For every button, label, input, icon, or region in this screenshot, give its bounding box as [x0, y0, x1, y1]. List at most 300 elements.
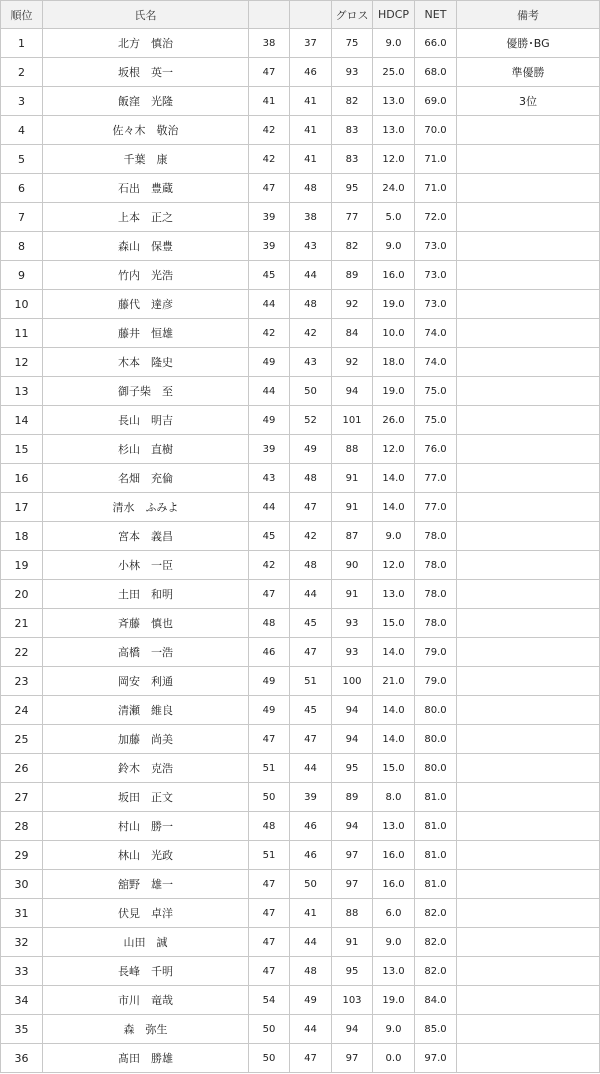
- in-score-cell: 38: [290, 203, 332, 232]
- rank-cell: 12: [1, 348, 43, 377]
- net-cell: 85.0: [415, 1015, 457, 1044]
- name-cell: 木本 隆史: [43, 348, 249, 377]
- gross-cell: 93: [332, 58, 373, 87]
- name-cell: 林山 光政: [43, 841, 249, 870]
- note-cell: [457, 870, 600, 899]
- rank-cell: 21: [1, 609, 43, 638]
- name-cell: 竹内 光浩: [43, 261, 249, 290]
- table-row: [1, 522, 600, 551]
- out-score-cell: 49: [249, 406, 290, 435]
- table-row: [1, 986, 600, 1015]
- name-cell: 長峰 千明: [43, 957, 249, 986]
- hdcp-cell: 12.0: [373, 435, 415, 464]
- table-row: [1, 232, 600, 261]
- note-cell: [457, 696, 600, 725]
- gross-cell: 95: [332, 754, 373, 783]
- rank-cell: 1: [1, 29, 43, 58]
- out-score-cell: 51: [249, 841, 290, 870]
- in-score-cell: 51: [290, 667, 332, 696]
- net-cell: 81.0: [415, 812, 457, 841]
- rank-cell: 25: [1, 725, 43, 754]
- gross-cell: 95: [332, 957, 373, 986]
- table-row: [1, 580, 600, 609]
- in-score-cell: 47: [290, 493, 332, 522]
- out-score-cell: 42: [249, 116, 290, 145]
- out-score-cell: 54: [249, 986, 290, 1015]
- name-cell: 清瀬 維良: [43, 696, 249, 725]
- net-cell: 78.0: [415, 551, 457, 580]
- table-row: [1, 406, 600, 435]
- note-cell: [457, 957, 600, 986]
- name-cell: 森山 保豊: [43, 232, 249, 261]
- out-score-cell: 46: [249, 638, 290, 667]
- gross-cell: 93: [332, 638, 373, 667]
- out-score-cell: 39: [249, 435, 290, 464]
- net-cell: 79.0: [415, 638, 457, 667]
- rank-cell: 28: [1, 812, 43, 841]
- gross-cell: 103: [332, 986, 373, 1015]
- note-cell: [457, 1015, 600, 1044]
- note-cell: [457, 580, 600, 609]
- note-cell: [457, 754, 600, 783]
- hdcp-cell: 9.0: [373, 232, 415, 261]
- rank-cell: 36: [1, 1044, 43, 1073]
- note-cell: [457, 406, 600, 435]
- gross-cell: 97: [332, 1044, 373, 1073]
- table-row: [1, 464, 600, 493]
- rank-cell: 33: [1, 957, 43, 986]
- table-row: [1, 870, 600, 899]
- out-score-cell: 45: [249, 522, 290, 551]
- name-cell: 髙田 勝雄: [43, 1044, 249, 1073]
- net-cell: 78.0: [415, 609, 457, 638]
- name-cell: 清水 ふみよ: [43, 493, 249, 522]
- name-cell: 上本 正之: [43, 203, 249, 232]
- header-net: NET: [415, 1, 457, 29]
- name-cell: 御子柴 至: [43, 377, 249, 406]
- out-score-cell: 51: [249, 754, 290, 783]
- hdcp-cell: 0.0: [373, 1044, 415, 1073]
- hdcp-cell: 13.0: [373, 580, 415, 609]
- net-cell: 75.0: [415, 377, 457, 406]
- note-cell: [457, 1044, 600, 1073]
- gross-cell: 84: [332, 319, 373, 348]
- hdcp-cell: 8.0: [373, 783, 415, 812]
- note-cell: [457, 116, 600, 145]
- out-score-cell: 47: [249, 870, 290, 899]
- table-row: [1, 29, 600, 58]
- rank-cell: 14: [1, 406, 43, 435]
- out-score-cell: 42: [249, 319, 290, 348]
- out-score-cell: 47: [249, 174, 290, 203]
- hdcp-cell: 9.0: [373, 29, 415, 58]
- rank-cell: 35: [1, 1015, 43, 1044]
- note-cell: [457, 609, 600, 638]
- hdcp-cell: 21.0: [373, 667, 415, 696]
- gross-cell: 97: [332, 841, 373, 870]
- note-cell: [457, 174, 600, 203]
- header-name: 氏名: [43, 1, 249, 29]
- table-body: [1, 29, 600, 1073]
- gross-cell: 93: [332, 609, 373, 638]
- rank-cell: 16: [1, 464, 43, 493]
- net-cell: 71.0: [415, 174, 457, 203]
- net-cell: 73.0: [415, 290, 457, 319]
- table-row: [1, 493, 600, 522]
- net-cell: 81.0: [415, 870, 457, 899]
- table-row: [1, 87, 600, 116]
- rank-cell: 30: [1, 870, 43, 899]
- note-cell: [457, 812, 600, 841]
- gross-cell: 91: [332, 464, 373, 493]
- note-cell: [457, 232, 600, 261]
- out-score-cell: 49: [249, 667, 290, 696]
- gross-cell: 82: [332, 232, 373, 261]
- table-row: [1, 435, 600, 464]
- rank-cell: 23: [1, 667, 43, 696]
- net-cell: 80.0: [415, 754, 457, 783]
- in-score-cell: 47: [290, 1044, 332, 1073]
- hdcp-cell: 14.0: [373, 638, 415, 667]
- hdcp-cell: 14.0: [373, 725, 415, 754]
- table-row: [1, 754, 600, 783]
- table-row: [1, 290, 600, 319]
- rank-cell: 24: [1, 696, 43, 725]
- table-row: [1, 667, 600, 696]
- table-row: [1, 1015, 600, 1044]
- table-row: [1, 1044, 600, 1073]
- hdcp-cell: 16.0: [373, 261, 415, 290]
- net-cell: 68.0: [415, 58, 457, 87]
- rank-cell: 3: [1, 87, 43, 116]
- gross-cell: 94: [332, 812, 373, 841]
- note-cell: [457, 319, 600, 348]
- hdcp-cell: 13.0: [373, 957, 415, 986]
- gross-cell: 91: [332, 928, 373, 957]
- out-score-cell: 47: [249, 725, 290, 754]
- table-row: [1, 957, 600, 986]
- note-cell: [457, 522, 600, 551]
- hdcp-cell: 13.0: [373, 87, 415, 116]
- in-score-cell: 48: [290, 957, 332, 986]
- net-cell: 78.0: [415, 522, 457, 551]
- in-score-cell: 45: [290, 696, 332, 725]
- in-score-cell: 47: [290, 725, 332, 754]
- in-score-cell: 41: [290, 145, 332, 174]
- name-cell: 鈴木 克浩: [43, 754, 249, 783]
- gross-cell: 88: [332, 899, 373, 928]
- note-cell: [457, 725, 600, 754]
- rank-cell: 13: [1, 377, 43, 406]
- net-cell: 81.0: [415, 841, 457, 870]
- net-cell: 72.0: [415, 203, 457, 232]
- gross-cell: 83: [332, 116, 373, 145]
- note-cell: [457, 986, 600, 1015]
- hdcp-cell: 15.0: [373, 754, 415, 783]
- in-score-cell: 50: [290, 377, 332, 406]
- name-cell: 石出 豊蔵: [43, 174, 249, 203]
- gross-cell: 91: [332, 580, 373, 609]
- table-header: [1, 1, 600, 29]
- table-row: [1, 841, 600, 870]
- table-row: [1, 638, 600, 667]
- rank-cell: 27: [1, 783, 43, 812]
- name-cell: 坂根 英一: [43, 58, 249, 87]
- name-cell: 岡安 利通: [43, 667, 249, 696]
- out-score-cell: 49: [249, 696, 290, 725]
- out-score-cell: 42: [249, 551, 290, 580]
- rank-cell: 5: [1, 145, 43, 174]
- hdcp-cell: 10.0: [373, 319, 415, 348]
- hdcp-cell: 25.0: [373, 58, 415, 87]
- out-score-cell: 39: [249, 203, 290, 232]
- in-score-cell: 44: [290, 580, 332, 609]
- header-gross: グロス: [332, 1, 373, 29]
- name-cell: 名畑 充倫: [43, 464, 249, 493]
- note-cell: [457, 783, 600, 812]
- net-cell: 80.0: [415, 696, 457, 725]
- out-score-cell: 50: [249, 1044, 290, 1073]
- rank-cell: 10: [1, 290, 43, 319]
- gross-cell: 94: [332, 725, 373, 754]
- name-cell: 伏見 卓洋: [43, 899, 249, 928]
- hdcp-cell: 12.0: [373, 551, 415, 580]
- note-cell: [457, 261, 600, 290]
- hdcp-cell: 14.0: [373, 464, 415, 493]
- name-cell: 藤代 達彦: [43, 290, 249, 319]
- table-row: [1, 696, 600, 725]
- in-score-cell: 44: [290, 928, 332, 957]
- hdcp-cell: 16.0: [373, 870, 415, 899]
- gross-cell: 87: [332, 522, 373, 551]
- rank-cell: 22: [1, 638, 43, 667]
- name-cell: 杉山 直樹: [43, 435, 249, 464]
- net-cell: 74.0: [415, 319, 457, 348]
- gross-cell: 100: [332, 667, 373, 696]
- net-cell: 80.0: [415, 725, 457, 754]
- out-score-cell: 45: [249, 261, 290, 290]
- name-cell: 土田 和明: [43, 580, 249, 609]
- hdcp-cell: 9.0: [373, 928, 415, 957]
- name-cell: 藤井 恒雄: [43, 319, 249, 348]
- hdcp-cell: 16.0: [373, 841, 415, 870]
- rank-cell: 18: [1, 522, 43, 551]
- in-score-cell: 46: [290, 58, 332, 87]
- in-score-cell: 44: [290, 261, 332, 290]
- name-cell: 千葉 康: [43, 145, 249, 174]
- hdcp-cell: 12.0: [373, 145, 415, 174]
- table-row: [1, 348, 600, 377]
- table-row: [1, 145, 600, 174]
- in-score-cell: 37: [290, 29, 332, 58]
- gross-cell: 82: [332, 87, 373, 116]
- in-score-cell: 44: [290, 1015, 332, 1044]
- in-score-cell: 41: [290, 899, 332, 928]
- out-score-cell: 49: [249, 348, 290, 377]
- in-score-cell: 41: [290, 116, 332, 145]
- rank-cell: 4: [1, 116, 43, 145]
- out-score-cell: 41: [249, 87, 290, 116]
- out-score-cell: 42: [249, 145, 290, 174]
- out-score-cell: 47: [249, 928, 290, 957]
- rank-cell: 29: [1, 841, 43, 870]
- net-cell: 69.0: [415, 87, 457, 116]
- table-row: [1, 116, 600, 145]
- name-cell: 市川 竜哉: [43, 986, 249, 1015]
- hdcp-cell: 14.0: [373, 493, 415, 522]
- header-out: [249, 1, 290, 29]
- table-row: [1, 377, 600, 406]
- hdcp-cell: 19.0: [373, 290, 415, 319]
- gross-cell: 83: [332, 145, 373, 174]
- note-cell: [457, 841, 600, 870]
- in-score-cell: 39: [290, 783, 332, 812]
- note-cell: 3位: [457, 87, 600, 116]
- note-cell: [457, 348, 600, 377]
- note-cell: [457, 899, 600, 928]
- note-cell: [457, 290, 600, 319]
- in-score-cell: 46: [290, 841, 332, 870]
- gross-cell: 94: [332, 1015, 373, 1044]
- table-row: [1, 609, 600, 638]
- out-score-cell: 38: [249, 29, 290, 58]
- rank-cell: 17: [1, 493, 43, 522]
- net-cell: 70.0: [415, 116, 457, 145]
- hdcp-cell: 15.0: [373, 609, 415, 638]
- in-score-cell: 48: [290, 290, 332, 319]
- net-cell: 84.0: [415, 986, 457, 1015]
- hdcp-cell: 13.0: [373, 116, 415, 145]
- gross-cell: 94: [332, 377, 373, 406]
- header-row: [1, 1, 600, 29]
- net-cell: 78.0: [415, 580, 457, 609]
- out-score-cell: 47: [249, 957, 290, 986]
- rank-cell: 34: [1, 986, 43, 1015]
- in-score-cell: 43: [290, 232, 332, 261]
- name-cell: 北方 慎治: [43, 29, 249, 58]
- out-score-cell: 48: [249, 609, 290, 638]
- table-row: [1, 174, 600, 203]
- name-cell: 佐々木 敬治: [43, 116, 249, 145]
- table-row: [1, 319, 600, 348]
- in-score-cell: 45: [290, 609, 332, 638]
- note-cell: [457, 667, 600, 696]
- in-score-cell: 43: [290, 348, 332, 377]
- name-cell: 長山 明吉: [43, 406, 249, 435]
- hdcp-cell: 26.0: [373, 406, 415, 435]
- header-hdcp: HDCP: [373, 1, 415, 29]
- hdcp-cell: 19.0: [373, 377, 415, 406]
- rank-cell: 11: [1, 319, 43, 348]
- out-score-cell: 44: [249, 377, 290, 406]
- note-cell: 優勝･BG: [457, 29, 600, 58]
- net-cell: 79.0: [415, 667, 457, 696]
- in-score-cell: 49: [290, 986, 332, 1015]
- gross-cell: 91: [332, 493, 373, 522]
- table-row: [1, 551, 600, 580]
- hdcp-cell: 9.0: [373, 522, 415, 551]
- table-row: [1, 261, 600, 290]
- net-cell: 73.0: [415, 261, 457, 290]
- note-cell: [457, 551, 600, 580]
- table-row: [1, 899, 600, 928]
- note-cell: [457, 145, 600, 174]
- rank-cell: 15: [1, 435, 43, 464]
- name-cell: 斉藤 慎也: [43, 609, 249, 638]
- out-score-cell: 47: [249, 899, 290, 928]
- name-cell: 村山 勝一: [43, 812, 249, 841]
- in-score-cell: 41: [290, 87, 332, 116]
- gross-cell: 101: [332, 406, 373, 435]
- gross-cell: 77: [332, 203, 373, 232]
- header-in: [290, 1, 332, 29]
- gross-cell: 89: [332, 261, 373, 290]
- gross-cell: 94: [332, 696, 373, 725]
- in-score-cell: 42: [290, 319, 332, 348]
- in-score-cell: 49: [290, 435, 332, 464]
- net-cell: 82.0: [415, 928, 457, 957]
- in-score-cell: 42: [290, 522, 332, 551]
- name-cell: 森 弥生: [43, 1015, 249, 1044]
- rank-cell: 2: [1, 58, 43, 87]
- table-row: [1, 58, 600, 87]
- hdcp-cell: 9.0: [373, 1015, 415, 1044]
- gross-cell: 75: [332, 29, 373, 58]
- out-score-cell: 39: [249, 232, 290, 261]
- net-cell: 82.0: [415, 957, 457, 986]
- note-cell: [457, 493, 600, 522]
- in-score-cell: 48: [290, 464, 332, 493]
- rank-cell: 8: [1, 232, 43, 261]
- note-cell: [457, 638, 600, 667]
- header-note: 備考: [457, 1, 600, 29]
- gross-cell: 90: [332, 551, 373, 580]
- name-cell: 宮本 義昌: [43, 522, 249, 551]
- net-cell: 77.0: [415, 493, 457, 522]
- in-score-cell: 52: [290, 406, 332, 435]
- table-row: [1, 203, 600, 232]
- net-cell: 82.0: [415, 899, 457, 928]
- table-row: [1, 783, 600, 812]
- rank-cell: 6: [1, 174, 43, 203]
- table-row: [1, 928, 600, 957]
- out-score-cell: 50: [249, 783, 290, 812]
- rank-cell: 26: [1, 754, 43, 783]
- hdcp-cell: 13.0: [373, 812, 415, 841]
- out-score-cell: 48: [249, 812, 290, 841]
- net-cell: 74.0: [415, 348, 457, 377]
- net-cell: 81.0: [415, 783, 457, 812]
- rank-cell: 7: [1, 203, 43, 232]
- rank-cell: 20: [1, 580, 43, 609]
- header-rank: 順位: [1, 1, 43, 29]
- out-score-cell: 44: [249, 290, 290, 319]
- hdcp-cell: 14.0: [373, 696, 415, 725]
- net-cell: 97.0: [415, 1044, 457, 1073]
- note-cell: 準優勝: [457, 58, 600, 87]
- in-score-cell: 46: [290, 812, 332, 841]
- gross-cell: 92: [332, 290, 373, 319]
- net-cell: 73.0: [415, 232, 457, 261]
- rank-cell: 32: [1, 928, 43, 957]
- name-cell: 加藤 尚美: [43, 725, 249, 754]
- note-cell: [457, 203, 600, 232]
- note-cell: [457, 435, 600, 464]
- net-cell: 75.0: [415, 406, 457, 435]
- out-score-cell: 50: [249, 1015, 290, 1044]
- hdcp-cell: 5.0: [373, 203, 415, 232]
- in-score-cell: 44: [290, 754, 332, 783]
